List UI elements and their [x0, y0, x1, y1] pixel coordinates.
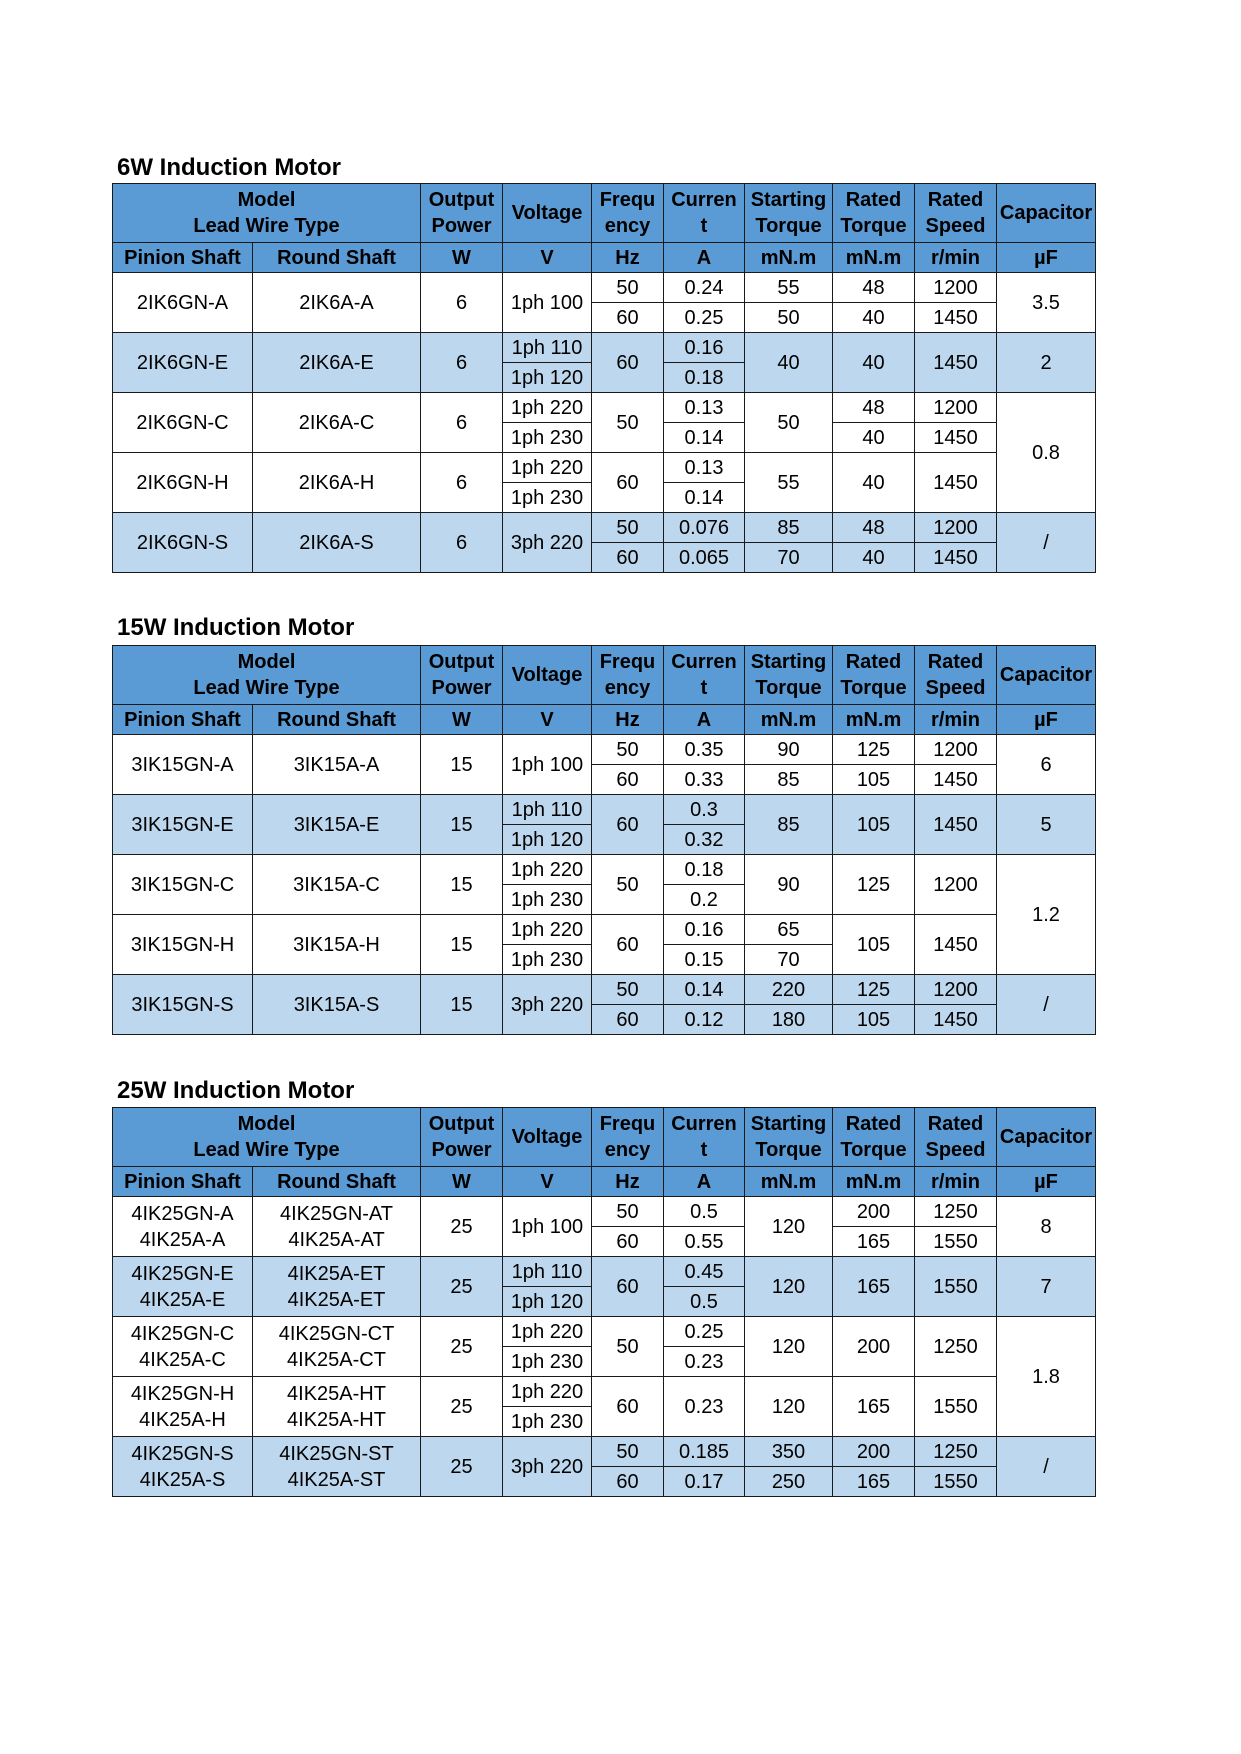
spec-table-6w — [112, 183, 1096, 573]
capacitor-cell: 6 — [997, 735, 1096, 795]
starting-torque-cell: 50 — [745, 303, 833, 333]
voltage-cell: 1ph 100 — [503, 1197, 592, 1257]
pinion-shaft-cell: 2IK6GN-E — [113, 333, 253, 393]
header-frequency: Frequ ency — [592, 1108, 664, 1167]
voltage-cell: 1ph 110 — [503, 795, 592, 825]
starting-torque-cell: 250 — [745, 1467, 833, 1497]
frequency-cell: 50 — [592, 1437, 664, 1467]
round-shaft-cell: 3IK15A-E — [253, 795, 421, 855]
frequency-cell: 60 — [592, 543, 664, 573]
frequency-cell: 50 — [592, 735, 664, 765]
unit-capacitor: µF — [997, 705, 1096, 735]
capacitor-cell: / — [997, 1437, 1096, 1497]
table-row — [113, 735, 1096, 765]
unit-rated-torque: mN.m — [833, 1167, 915, 1197]
header-output-power: Output Power — [421, 646, 503, 705]
starting-torque-cell: 120 — [745, 1197, 833, 1257]
pinion-shaft-cell: 4IK25GN-H 4IK25A-H — [113, 1377, 253, 1437]
voltage-cell: 1ph 230 — [503, 885, 592, 915]
frequency-cell: 50 — [592, 975, 664, 1005]
current-cell: 0.2 — [664, 885, 745, 915]
header-rated-torque: Rated Torque — [833, 1108, 915, 1167]
rated-speed-cell: 1450 — [915, 765, 997, 795]
current-cell: 0.076 — [664, 513, 745, 543]
starting-torque-cell: 85 — [745, 765, 833, 795]
header-capacitor: Capacitor — [997, 646, 1096, 705]
rated-speed-cell: 1550 — [915, 1227, 997, 1257]
starting-torque-cell: 50 — [745, 393, 833, 453]
rated-torque-cell: 40 — [833, 333, 915, 393]
current-cell: 0.14 — [664, 423, 745, 453]
spec-table-15w — [112, 645, 1096, 1035]
rated-speed-cell: 1450 — [915, 1005, 997, 1035]
voltage-cell: 1ph 220 — [503, 453, 592, 483]
rated-torque-cell: 165 — [833, 1467, 915, 1497]
round-shaft-cell: 3IK15A-S — [253, 975, 421, 1035]
table-row — [113, 795, 1096, 825]
capacitor-cell: 1.8 — [997, 1317, 1096, 1437]
voltage-cell: 1ph 220 — [503, 393, 592, 423]
pinion-shaft-cell: 2IK6GN-C — [113, 393, 253, 453]
pinion-shaft-cell: 3IK15GN-A — [113, 735, 253, 795]
pinion-shaft-cell: 2IK6GN-S — [113, 513, 253, 573]
header-starting-torque: Starting Torque — [745, 184, 833, 243]
spec-table-25w — [112, 1107, 1096, 1497]
header-rated-torque: Rated Torque — [833, 184, 915, 243]
power-cell: 6 — [421, 273, 503, 333]
rated-speed-cell: 1450 — [915, 453, 997, 513]
frequency-cell: 60 — [592, 795, 664, 855]
rated-torque-cell: 125 — [833, 735, 915, 765]
header-capacitor: Capacitor — [997, 184, 1096, 243]
header-output-power: Output Power — [421, 184, 503, 243]
unit-frequency: Hz — [592, 705, 664, 735]
power-cell: 25 — [421, 1437, 503, 1497]
rated-speed-cell: 1550 — [915, 1257, 997, 1317]
frequency-cell: 60 — [592, 1467, 664, 1497]
table-row — [113, 453, 1096, 483]
capacitor-cell: 3.5 — [997, 273, 1096, 333]
current-cell: 0.23 — [664, 1347, 745, 1377]
unit-capacitor: µF — [997, 1167, 1096, 1197]
rated-speed-cell: 1250 — [915, 1317, 997, 1377]
table-row — [113, 915, 1096, 945]
rated-speed-cell: 1450 — [915, 333, 997, 393]
starting-torque-cell: 55 — [745, 453, 833, 513]
unit-rated-speed: r/min — [915, 705, 997, 735]
rated-speed-cell: 1550 — [915, 1377, 997, 1437]
rated-torque-cell: 48 — [833, 393, 915, 423]
rated-speed-cell: 1200 — [915, 393, 997, 423]
voltage-cell: 1ph 120 — [503, 363, 592, 393]
voltage-cell: 1ph 100 — [503, 735, 592, 795]
current-cell: 0.14 — [664, 483, 745, 513]
rated-torque-cell: 48 — [833, 273, 915, 303]
round-shaft-cell: 2IK6A-E — [253, 333, 421, 393]
voltage-cell: 1ph 230 — [503, 423, 592, 453]
pinion-shaft-cell: 4IK25GN-C 4IK25A-C — [113, 1317, 253, 1377]
header-capacitor: Capacitor — [997, 1108, 1096, 1167]
header-starting-torque: Starting Torque — [745, 1108, 833, 1167]
header-model: Model Lead Wire Type — [113, 1108, 421, 1167]
rated-speed-cell: 1450 — [915, 423, 997, 453]
header-voltage: Voltage — [503, 184, 592, 243]
voltage-cell: 1ph 230 — [503, 483, 592, 513]
round-shaft-cell: 4IK25GN-AT 4IK25A-AT — [253, 1197, 421, 1257]
rated-speed-cell: 1250 — [915, 1197, 997, 1227]
pinion-shaft-cell: 3IK15GN-S — [113, 975, 253, 1035]
power-cell: 25 — [421, 1197, 503, 1257]
current-cell: 0.16 — [664, 333, 745, 363]
capacitor-cell: 8 — [997, 1197, 1096, 1257]
voltage-cell: 1ph 100 — [503, 273, 592, 333]
unit-pinion-shaft: Pinion Shaft — [113, 243, 253, 273]
header-voltage: Voltage — [503, 646, 592, 705]
pinion-shaft-cell: 3IK15GN-C — [113, 855, 253, 915]
starting-torque-cell: 120 — [745, 1377, 833, 1437]
table-row — [113, 333, 1096, 363]
frequency-cell: 50 — [592, 273, 664, 303]
round-shaft-cell: 3IK15A-A — [253, 735, 421, 795]
frequency-cell: 50 — [592, 513, 664, 543]
unit-capacitor: µF — [997, 243, 1096, 273]
table-row — [113, 1197, 1096, 1227]
header-model: Model Lead Wire Type — [113, 184, 421, 243]
current-cell: 0.065 — [664, 543, 745, 573]
unit-rated-torque: mN.m — [833, 243, 915, 273]
power-cell: 15 — [421, 975, 503, 1035]
header-voltage: Voltage — [503, 1108, 592, 1167]
rated-torque-cell: 40 — [833, 453, 915, 513]
starting-torque-cell: 350 — [745, 1437, 833, 1467]
frequency-cell: 50 — [592, 393, 664, 453]
voltage-cell: 1ph 110 — [503, 333, 592, 363]
pinion-shaft-cell: 4IK25GN-A 4IK25A-A — [113, 1197, 253, 1257]
unit-round-shaft: Round Shaft — [253, 705, 421, 735]
pinion-shaft-cell: 2IK6GN-H — [113, 453, 253, 513]
voltage-cell: 3ph 220 — [503, 975, 592, 1035]
power-cell: 15 — [421, 795, 503, 855]
capacitor-cell: 1.2 — [997, 855, 1096, 975]
current-cell: 0.24 — [664, 273, 745, 303]
voltage-cell: 3ph 220 — [503, 513, 592, 573]
rated-speed-cell: 1550 — [915, 1467, 997, 1497]
current-cell: 0.15 — [664, 945, 745, 975]
unit-frequency: Hz — [592, 1167, 664, 1197]
unit-voltage: V — [503, 705, 592, 735]
current-cell: 0.3 — [664, 795, 745, 825]
section-title-25w: 25W Induction Motor — [117, 1077, 355, 1104]
voltage-cell: 1ph 230 — [503, 1407, 592, 1437]
power-cell: 6 — [421, 333, 503, 393]
round-shaft-cell: 2IK6A-C — [253, 393, 421, 453]
unit-starting-torque: mN.m — [745, 243, 833, 273]
unit-starting-torque: mN.m — [745, 1167, 833, 1197]
power-cell: 25 — [421, 1317, 503, 1377]
voltage-cell: 1ph 220 — [503, 855, 592, 885]
rated-torque-cell: 125 — [833, 855, 915, 915]
frequency-cell: 60 — [592, 303, 664, 333]
table-row — [113, 273, 1096, 303]
table-row — [113, 393, 1096, 423]
table-row — [113, 513, 1096, 543]
pinion-shaft-cell: 3IK15GN-H — [113, 915, 253, 975]
header-starting-torque: Starting Torque — [745, 646, 833, 705]
frequency-cell: 50 — [592, 1197, 664, 1227]
header-rated-speed: Rated Speed — [915, 184, 997, 243]
round-shaft-cell: 2IK6A-A — [253, 273, 421, 333]
rated-speed-cell: 1250 — [915, 1437, 997, 1467]
power-cell: 6 — [421, 393, 503, 453]
power-cell: 25 — [421, 1377, 503, 1437]
rated-torque-cell: 48 — [833, 513, 915, 543]
rated-torque-cell: 105 — [833, 765, 915, 795]
capacitor-cell: 5 — [997, 795, 1096, 855]
starting-torque-cell: 90 — [745, 735, 833, 765]
current-cell: 0.33 — [664, 765, 745, 795]
unit-rated-torque: mN.m — [833, 705, 915, 735]
unit-pinion-shaft: Pinion Shaft — [113, 1167, 253, 1197]
current-cell: 0.25 — [664, 1317, 745, 1347]
starting-torque-cell: 85 — [745, 795, 833, 855]
rated-torque-cell: 40 — [833, 303, 915, 333]
round-shaft-cell: 2IK6A-H — [253, 453, 421, 513]
round-shaft-cell: 3IK15A-C — [253, 855, 421, 915]
round-shaft-cell: 4IK25GN-ST 4IK25A-ST — [253, 1437, 421, 1497]
unit-current: A — [664, 705, 745, 735]
starting-torque-cell: 55 — [745, 273, 833, 303]
rated-speed-cell: 1450 — [915, 915, 997, 975]
unit-round-shaft: Round Shaft — [253, 1167, 421, 1197]
header-current: Curren t — [664, 1108, 745, 1167]
voltage-cell: 1ph 230 — [503, 945, 592, 975]
header-frequency: Frequ ency — [592, 646, 664, 705]
current-cell: 0.18 — [664, 363, 745, 393]
unit-pinion-shaft: Pinion Shaft — [113, 705, 253, 735]
rated-torque-cell: 105 — [833, 795, 915, 855]
voltage-cell: 1ph 230 — [503, 1347, 592, 1377]
header-current: Curren t — [664, 184, 745, 243]
header-output-power: Output Power — [421, 1108, 503, 1167]
table-row — [113, 1437, 1096, 1467]
table-row — [113, 1377, 1096, 1407]
round-shaft-cell: 4IK25A-HT 4IK25A-HT — [253, 1377, 421, 1437]
current-cell: 0.25 — [664, 303, 745, 333]
current-cell: 0.23 — [664, 1377, 745, 1437]
starting-torque-cell: 120 — [745, 1257, 833, 1317]
section-title-6w: 6W Induction Motor — [117, 154, 341, 181]
table-row — [113, 1257, 1096, 1287]
rated-torque-cell: 40 — [833, 423, 915, 453]
starting-torque-cell: 40 — [745, 333, 833, 393]
rated-speed-cell: 1200 — [915, 975, 997, 1005]
capacitor-cell: 2 — [997, 333, 1096, 393]
pinion-shaft-cell: 2IK6GN-A — [113, 273, 253, 333]
round-shaft-cell: 4IK25A-ET 4IK25A-ET — [253, 1257, 421, 1317]
current-cell: 0.18 — [664, 855, 745, 885]
rated-speed-cell: 1200 — [915, 513, 997, 543]
header-rated-speed: Rated Speed — [915, 1108, 997, 1167]
round-shaft-cell: 3IK15A-H — [253, 915, 421, 975]
header-frequency: Frequ ency — [592, 184, 664, 243]
unit-voltage: V — [503, 1167, 592, 1197]
capacitor-cell: 7 — [997, 1257, 1096, 1317]
unit-power: W — [421, 1167, 503, 1197]
rated-torque-cell: 200 — [833, 1197, 915, 1227]
header-rated-torque: Rated Torque — [833, 646, 915, 705]
frequency-cell: 50 — [592, 1317, 664, 1377]
power-cell: 15 — [421, 735, 503, 795]
voltage-cell: 1ph 220 — [503, 915, 592, 945]
power-cell: 25 — [421, 1257, 503, 1317]
current-cell: 0.32 — [664, 825, 745, 855]
current-cell: 0.35 — [664, 735, 745, 765]
unit-round-shaft: Round Shaft — [253, 243, 421, 273]
power-cell: 6 — [421, 453, 503, 513]
rated-torque-cell: 165 — [833, 1377, 915, 1437]
rated-torque-cell: 165 — [833, 1257, 915, 1317]
starting-torque-cell: 120 — [745, 1317, 833, 1377]
rated-speed-cell: 1200 — [915, 855, 997, 915]
voltage-cell: 3ph 220 — [503, 1437, 592, 1497]
current-cell: 0.16 — [664, 915, 745, 945]
frequency-cell: 60 — [592, 765, 664, 795]
frequency-cell: 60 — [592, 1257, 664, 1317]
rated-speed-cell: 1200 — [915, 735, 997, 765]
pinion-shaft-cell: 4IK25GN-E 4IK25A-E — [113, 1257, 253, 1317]
unit-voltage: V — [503, 243, 592, 273]
power-cell: 15 — [421, 915, 503, 975]
rated-torque-cell: 200 — [833, 1437, 915, 1467]
frequency-cell: 60 — [592, 915, 664, 975]
capacitor-cell: 0.8 — [997, 393, 1096, 513]
unit-rated-speed: r/min — [915, 1167, 997, 1197]
pinion-shaft-cell: 4IK25GN-S 4IK25A-S — [113, 1437, 253, 1497]
capacitor-cell: / — [997, 975, 1096, 1035]
header-rated-speed: Rated Speed — [915, 646, 997, 705]
unit-rated-speed: r/min — [915, 243, 997, 273]
frequency-cell: 60 — [592, 1377, 664, 1437]
current-cell: 0.13 — [664, 393, 745, 423]
current-cell: 0.13 — [664, 453, 745, 483]
unit-power: W — [421, 243, 503, 273]
table-row — [113, 1317, 1096, 1347]
current-cell: 0.12 — [664, 1005, 745, 1035]
rated-speed-cell: 1450 — [915, 795, 997, 855]
rated-torque-cell: 40 — [833, 543, 915, 573]
power-cell: 15 — [421, 855, 503, 915]
starting-torque-cell: 85 — [745, 513, 833, 543]
power-cell: 6 — [421, 513, 503, 573]
voltage-cell: 1ph 120 — [503, 825, 592, 855]
current-cell: 0.5 — [664, 1287, 745, 1317]
current-cell: 0.5 — [664, 1197, 745, 1227]
frequency-cell: 60 — [592, 1005, 664, 1035]
current-cell: 0.185 — [664, 1437, 745, 1467]
frequency-cell: 60 — [592, 333, 664, 393]
voltage-cell: 1ph 120 — [503, 1287, 592, 1317]
starting-torque-cell: 90 — [745, 855, 833, 915]
pinion-shaft-cell: 3IK15GN-E — [113, 795, 253, 855]
unit-current: A — [664, 1167, 745, 1197]
current-cell: 0.14 — [664, 975, 745, 1005]
header-model: Model Lead Wire Type — [113, 646, 421, 705]
starting-torque-cell: 180 — [745, 1005, 833, 1035]
frequency-cell: 50 — [592, 855, 664, 915]
rated-speed-cell: 1450 — [915, 543, 997, 573]
round-shaft-cell: 4IK25GN-CT 4IK25A-CT — [253, 1317, 421, 1377]
table-row — [113, 855, 1096, 885]
starting-torque-cell: 70 — [745, 543, 833, 573]
current-cell: 0.45 — [664, 1257, 745, 1287]
voltage-cell: 1ph 110 — [503, 1257, 592, 1287]
current-cell: 0.55 — [664, 1227, 745, 1257]
rated-torque-cell: 165 — [833, 1227, 915, 1257]
header-current: Curren t — [664, 646, 745, 705]
voltage-cell: 1ph 220 — [503, 1317, 592, 1347]
frequency-cell: 60 — [592, 1227, 664, 1257]
starting-torque-cell: 70 — [745, 945, 833, 975]
rated-torque-cell: 125 — [833, 975, 915, 1005]
starting-torque-cell: 65 — [745, 915, 833, 945]
voltage-cell: 1ph 220 — [503, 1377, 592, 1407]
table-row — [113, 975, 1096, 1005]
rated-torque-cell: 105 — [833, 915, 915, 975]
rated-torque-cell: 105 — [833, 1005, 915, 1035]
current-cell: 0.17 — [664, 1467, 745, 1497]
section-title-15w: 15W Induction Motor — [117, 614, 355, 641]
frequency-cell: 60 — [592, 453, 664, 513]
round-shaft-cell: 2IK6A-S — [253, 513, 421, 573]
rated-speed-cell: 1450 — [915, 303, 997, 333]
rated-speed-cell: 1200 — [915, 273, 997, 303]
starting-torque-cell: 220 — [745, 975, 833, 1005]
rated-torque-cell: 200 — [833, 1317, 915, 1377]
capacitor-cell: / — [997, 513, 1096, 573]
unit-frequency: Hz — [592, 243, 664, 273]
unit-power: W — [421, 705, 503, 735]
unit-starting-torque: mN.m — [745, 705, 833, 735]
unit-current: A — [664, 243, 745, 273]
